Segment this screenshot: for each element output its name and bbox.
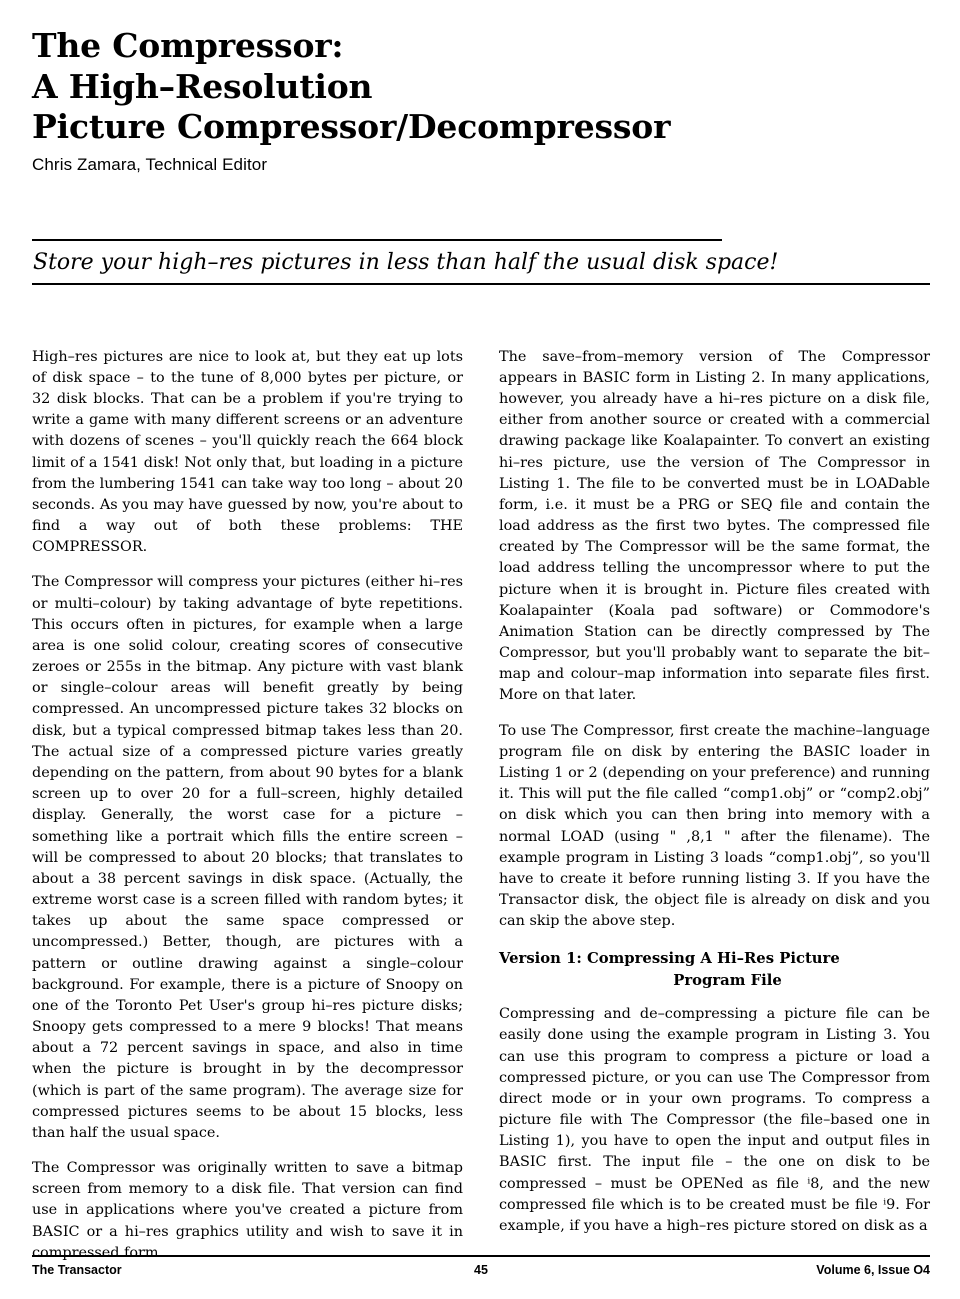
article-title-line-1: The Compressor: [32, 26, 344, 65]
paragraph: Compressing and de–compressing a picture file can be easily done using the example program in Listing 3. You can use this program to compress a picture or load a compressed picture, or you can use The Compressor from direct mode or in your own programs. To compress a picture file with The Compressor (the file–based one in Listing 1), you have to open the input and output files in BASIC first. The input file – the one on disk to be compressed – must be OPENed as file ⁱ8, and the new compressed file which is to be created must be file ⁱ9. For example, if you have a high–res picture stored on disk as a [499, 1006, 930, 1234]
footer-publication-name: The Transactor [32, 1263, 122, 1277]
section-subheading-line-2: Program File [673, 971, 782, 989]
article-title-line-3: Picture Compressor/Decompressor [32, 107, 671, 147]
page-footer [32, 1255, 930, 1277]
paragraph: The save–from–memory version of The Compressor appears in BASIC form in Listing 2. In many applications, however, you already have a hi–res picture on a disk file, either from another source or created with a commercial drawing package like Koalapainter. To convert an existing hi–res picture, use the version of The Compressor in Listing 1. The file to be converted must be in LOADable form, i.e. it must be a PRG or SEQ file and contain the load address as the first two bytes. The compressed file created by The Compressor will be the same format, the load address telling the uncompressor where to put the picture when it is brought in. Picture files created with Koalapainter (Koala pad software) or Commodore's Animation Station can be directly compressed by The Compressor, but you'll probably want to separate the bit–map and colour–map information into separate files first. More on that later. [499, 348, 930, 704]
paragraph: High–res pictures are nice to look at, but they eat up lots of disk space – to the tune of 8,000 bytes per picture, or 32 disk blocks. That can be a problem if you're trying to write a game with many different screens or an adventure with dozens of scenes – you'll quickly reach the 664 block limit of a 1541 disk! Not only that, but loading in a picture from the lumbering 1541 can take way too long – about 20 seconds. As you may have guessed by now, you're about to find a way out of both these problems: THE COMPRESSOR. [32, 348, 463, 556]
title-block [32, 26, 930, 175]
blurb-block [32, 239, 779, 283]
footer-page-number: 45 [474, 1263, 488, 1277]
article-title-line-2: A High–Resolution [32, 66, 373, 106]
left-column [32, 347, 463, 1264]
paragraph: To use The Compressor, first create the machine–language program file on disk by entering the BASIC loader in Listing 1 or 2 (depending on your preference) and running it. This will put the file called “comp1.obj” or “comp2.obj” on disk which you can then bring into memory with a normal LOAD (using " ,8,1 " after the filename). The example program in Listing 3 loads “comp1.obj”, so you'll have to create it before running listing 3. If you have the Transactor disk, the object file is already on disk and you can skip the above step. [499, 722, 930, 930]
section-subheading-line-1: Version 1: Compressing A Hi–Res Picture [499, 950, 840, 968]
paragraph: The Compressor was originally written to save a bitmap screen from memory to a disk file. That version can find use in applications where you've created a picture from BASIC or a hi–res graphics utility and wish to save it in compressed form. [32, 1160, 463, 1261]
right-column [499, 347, 930, 1264]
paragraph: The Compressor will compress your pictures (either hi–res or multi–colour) by taking advantage of byte repetitions. This occurs often in pictures, for example when a large area is one solid colour, creating scores of consecutive zeroes or 255s in the bitmap. Any picture with vast blank or single–colour areas will benefit greatly by being compressed. An uncompressed picture takes 32 blocks on disk, but a typical compressed bitmap takes less than 20. The actual size of a compressed picture varies greatly depending on the pattern, from about 90 bytes for a blank screen up to over 20 for a full–screen, highly detailed display. Generally, the worst case for a picture – something like a portrait which fills the entire screen – will be compressed to about 20 blocks; that translates to about a 38 percent savings in disk space. (Actually, the extreme worst case is a screen filled with random bytes; it takes up about the same space compressed or uncompressed.) Better, though, are pictures with a pattern or outline drawing against a single–colour background. For example, there is a picture of Snoopy on one of the Toronto Pet User's group hi–res picture disks; Snoopy gets compressed to a mere 9 blocks! That means about a 72 percent savings in space, and also in time when the picture is brought in by the decompressor (which is part of the same program). The average size for compressed pictures seems to be about 15 blocks, less than half the usual space. [32, 574, 463, 1141]
blurb-rule-bottom [32, 283, 930, 285]
footer-row [32, 1257, 930, 1277]
footer-issue-label: Volume 6, Issue O4 [816, 1263, 930, 1277]
article-blurb: Store your high–res pictures in less than half the usual disk space! [33, 249, 779, 275]
article-byline: Chris Zamara, Technical Editor [32, 154, 268, 174]
article-body [32, 347, 930, 1264]
section-subheading [499, 948, 930, 991]
